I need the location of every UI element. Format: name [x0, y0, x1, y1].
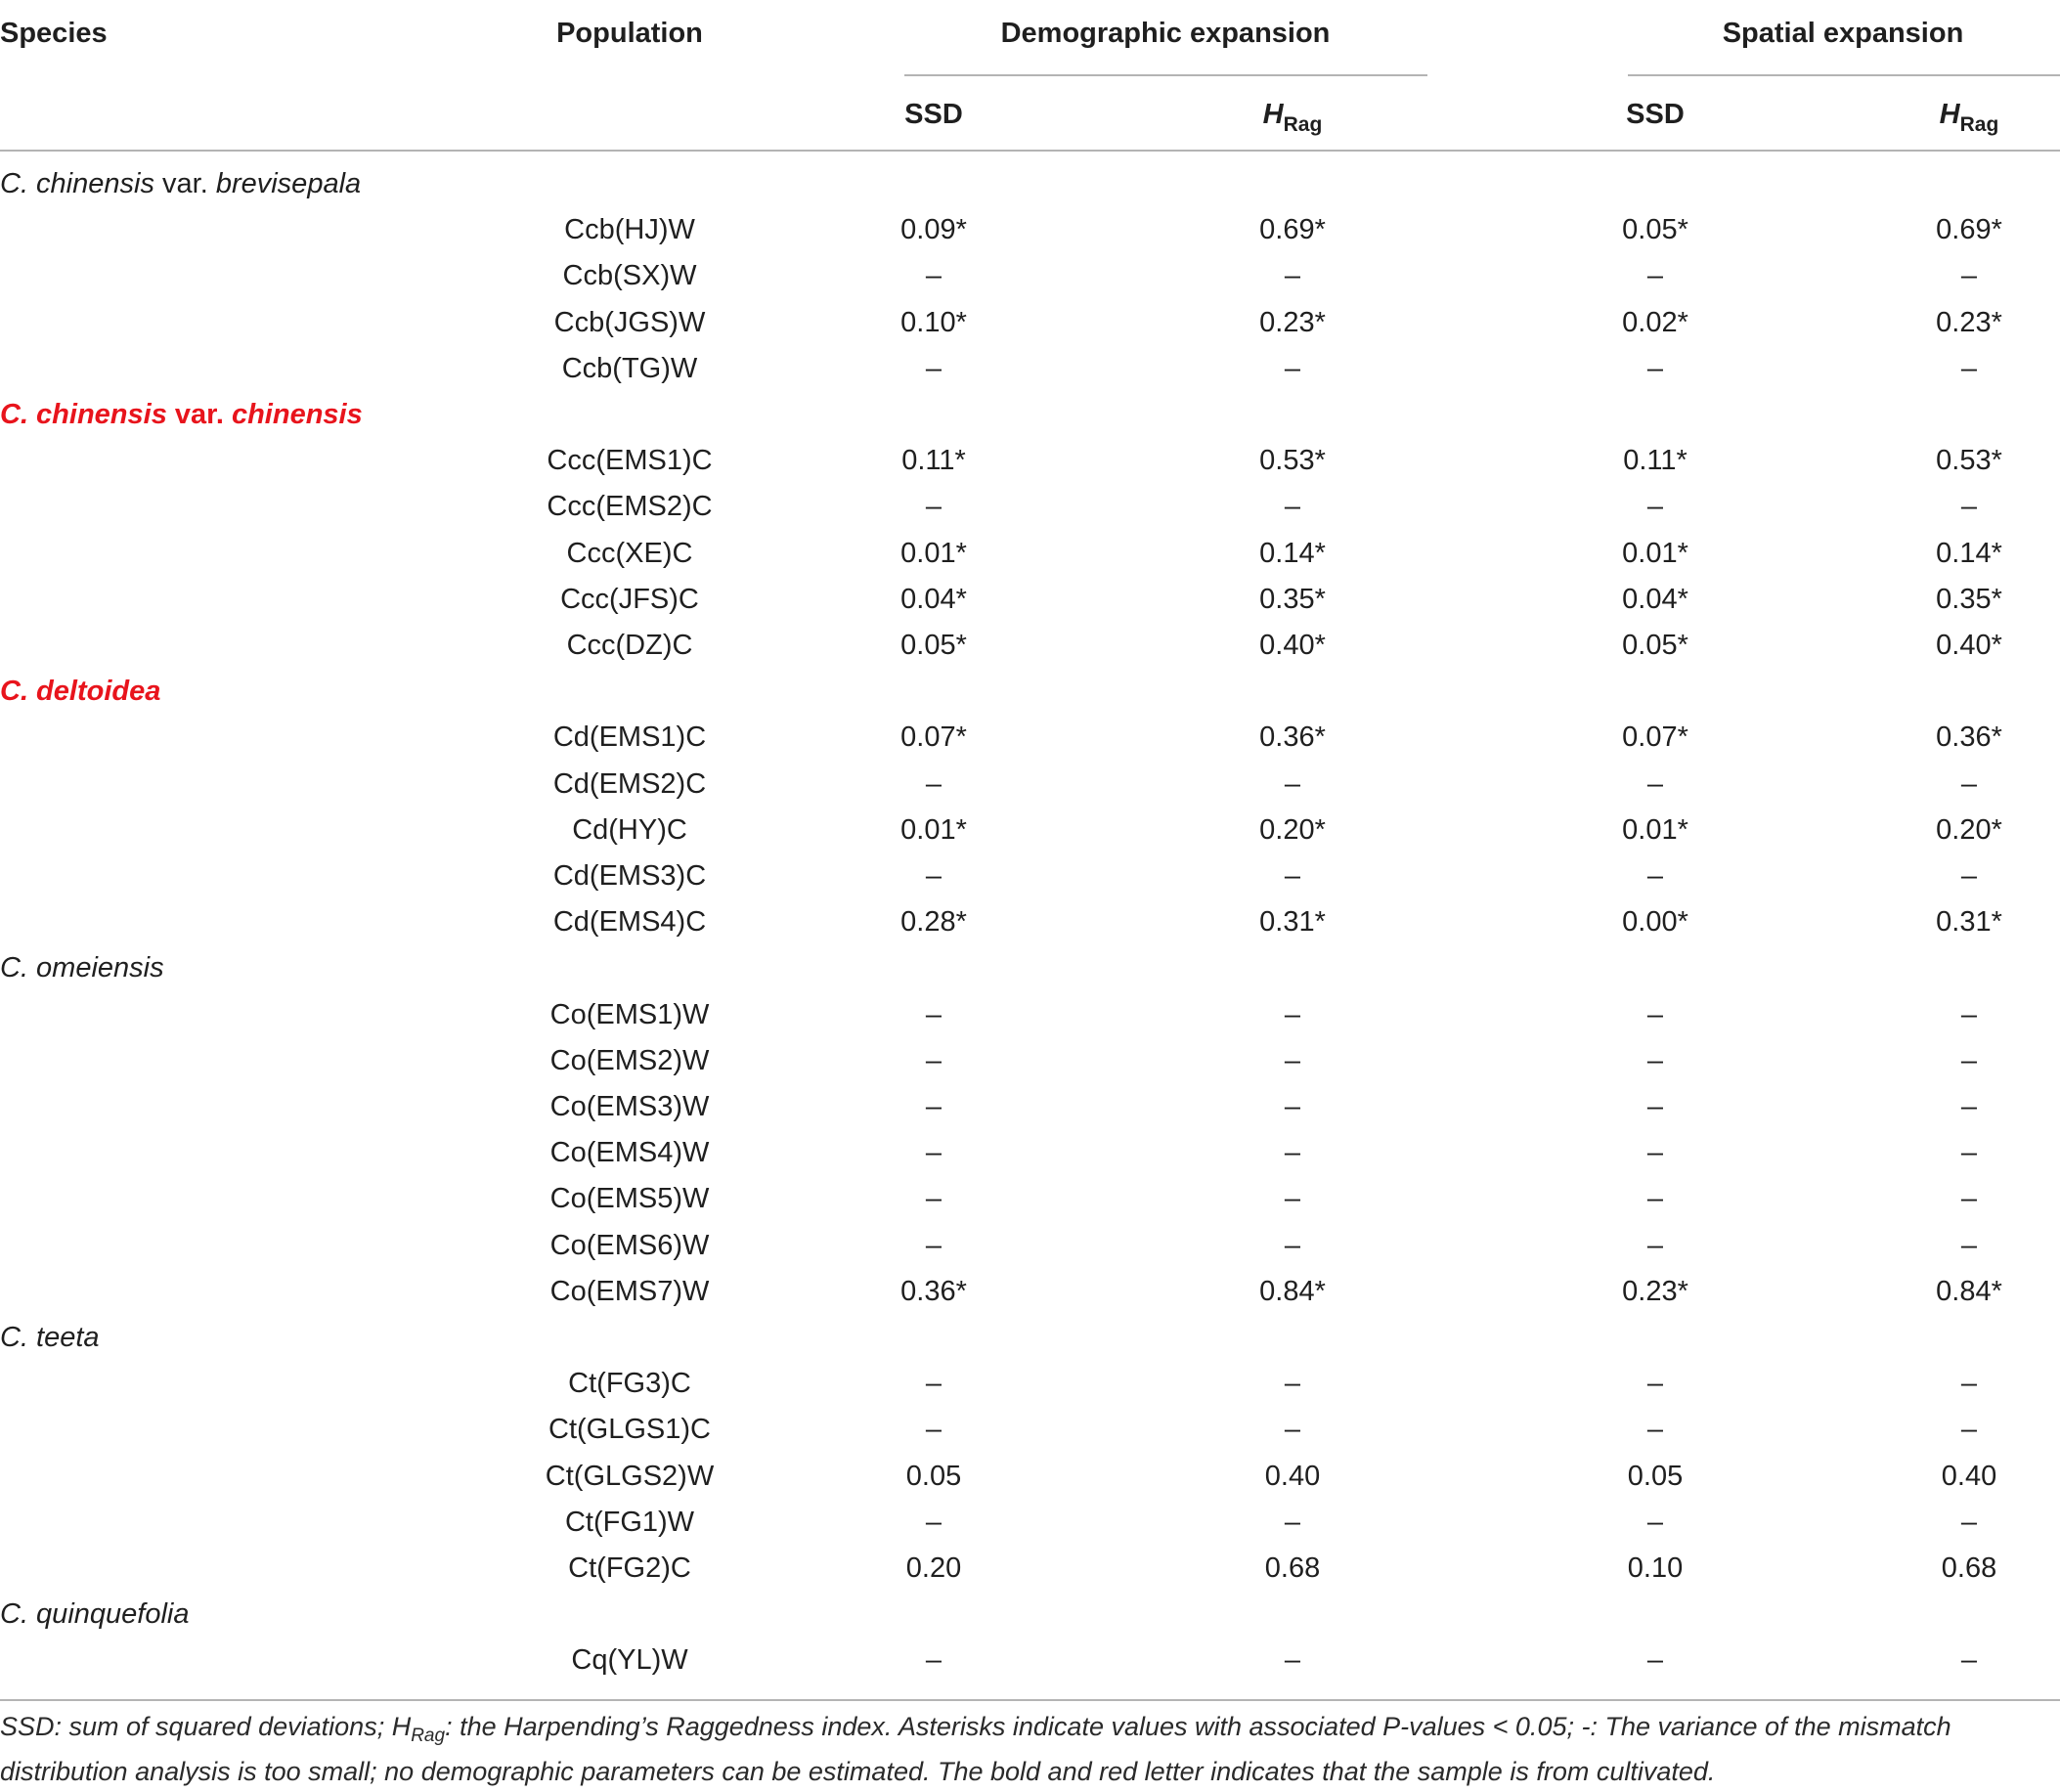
table-row — [0, 1638, 2060, 1683]
demographic-ssd-cell: – — [925, 767, 942, 800]
population-cell: Cd(HY)C — [572, 813, 687, 846]
table-row — [0, 438, 2060, 484]
spatial-hrag-cell: – — [1960, 1091, 1978, 1122]
table-row — [0, 1407, 2060, 1453]
spatial-ssd-cell: 0.02* — [1622, 306, 1688, 338]
header-spa-ssd: SSD — [1626, 99, 1685, 130]
demographic-hrag-cell: 0.84* — [1259, 1275, 1326, 1307]
demographic-ssd-cell: – — [925, 1644, 942, 1677]
table-row — [0, 623, 2060, 669]
population-cell: Ct(FG2)C — [568, 1552, 691, 1584]
demographic-ssd-cell: 0.28* — [900, 906, 967, 939]
demographic-hrag-cell: – — [1284, 352, 1301, 384]
table-row — [0, 808, 2060, 853]
spatial-ssd-cell: 0.10 — [1627, 1552, 1684, 1584]
table-row — [0, 992, 2060, 1038]
demographic-hrag-cell: 0.40 — [1264, 1460, 1321, 1492]
demographic-hrag-cell: 0.53* — [1259, 445, 1326, 477]
spatial-ssd-cell: 0.00* — [1622, 906, 1688, 939]
spatial-hrag-cell: 0.31* — [1936, 906, 2002, 939]
demographic-ssd-cell: – — [925, 1229, 942, 1261]
spatial-ssd-cell: – — [1646, 1414, 1664, 1446]
demographic-ssd-cell: 0.36* — [900, 1275, 967, 1307]
population-cell: Ccc(DZ)C — [566, 630, 693, 661]
spatial-ssd-cell: 0.01* — [1622, 813, 1688, 846]
demographic-ssd-cell: – — [925, 1044, 942, 1076]
spatial-hrag-cell: – — [1960, 1229, 1978, 1261]
table-row — [0, 1223, 2060, 1269]
spatial-hrag-cell: 0.14* — [1936, 537, 2002, 569]
species-row — [0, 1315, 2060, 1361]
population-cell: Co(EMS7)W — [549, 1275, 710, 1307]
spatial-ssd-cell: – — [1646, 491, 1664, 523]
population-cell: Ccc(EMS2)C — [547, 491, 713, 523]
demographic-hrag-cell: – — [1284, 1044, 1301, 1076]
spatial-hrag-cell: 0.84* — [1936, 1275, 2002, 1307]
population-cell: Cd(EMS2)C — [552, 767, 707, 800]
spatial-ssd-cell: 0.11* — [1623, 445, 1687, 477]
spatial-ssd-cell: 0.07* — [1622, 721, 1688, 754]
table-footnote: SSD: sum of squared deviations; $H_{Rag}$: the Harpending’s Raggedness index. Asterisks indicate values with associated P-values < 0.05; -: The variance of the mismatch distribution analysis is too small; no demographic parameters can be estimated. The bold and red letter indicates that the sample is from cultivated. — [0, 1712, 1951, 1786]
demographic-hrag-cell: – — [1284, 1183, 1301, 1215]
spatial-ssd-cell: 0.23* — [1622, 1275, 1688, 1307]
spatial-hrag-cell: – — [1960, 998, 1978, 1030]
population-cell: Cd(EMS3)C — [552, 860, 707, 892]
population-cell: Ccb(TG)W — [561, 352, 698, 384]
spatial-ssd-cell: – — [1646, 767, 1664, 800]
demographic-hrag-cell: 0.23* — [1259, 306, 1326, 338]
table-row — [0, 577, 2060, 623]
demographic-ssd-cell: – — [925, 260, 942, 292]
demographic-ssd-cell: – — [925, 998, 942, 1030]
species-label: C. deltoidea — [0, 676, 161, 708]
demographic-ssd-cell: 0.09* — [900, 214, 967, 246]
species-row — [0, 669, 2060, 715]
header-dem-ssd: SSD — [904, 99, 963, 130]
spatial-hrag-cell: 0.40 — [1941, 1460, 1997, 1492]
demographic-ssd-cell: – — [925, 1506, 942, 1538]
species-label: C. teeta — [0, 1322, 100, 1353]
table-row — [0, 253, 2060, 299]
demographic-hrag-cell: – — [1284, 1137, 1301, 1169]
demographic-hrag-cell: – — [1284, 1229, 1301, 1261]
demographic-ssd-cell: – — [925, 1368, 942, 1400]
spatial-ssd-cell: – — [1646, 1091, 1664, 1122]
population-cell: Cq(YL)W — [571, 1644, 688, 1677]
spatial-hrag-cell: 0.20* — [1936, 813, 2002, 846]
table-row — [0, 1546, 2060, 1592]
demographic-hrag-cell: – — [1284, 260, 1301, 292]
table-row — [0, 1176, 2060, 1222]
demographic-ssd-cell: – — [925, 1183, 942, 1215]
population-cell: Ct(FG1)W — [564, 1506, 695, 1538]
population-cell: Co(EMS5)W — [549, 1183, 710, 1215]
table-row — [0, 899, 2060, 945]
spatial-ssd-cell: 0.04* — [1622, 583, 1688, 615]
species-row — [0, 945, 2060, 991]
spatial-ssd-cell: 0.05* — [1622, 630, 1688, 661]
spatial-hrag-cell: – — [1960, 352, 1978, 384]
spatial-hrag-cell: – — [1960, 1644, 1978, 1677]
spatial-hrag-cell: 0.69* — [1936, 214, 2002, 246]
demographic-ssd-cell: 0.20 — [905, 1552, 962, 1584]
population-cell: Ccc(EMS1)C — [547, 445, 713, 477]
population-cell: Ccc(JFS)C — [560, 583, 699, 615]
spatial-ssd-cell: – — [1646, 1506, 1664, 1538]
spatial-hrag-cell: – — [1960, 1044, 1978, 1076]
population-cell: Cd(EMS1)C — [552, 721, 707, 754]
header-spatial-expansion: Spatial expansion — [1722, 18, 1964, 49]
demographic-ssd-cell: 0.01* — [900, 813, 967, 846]
demographic-ssd-cell: – — [925, 1091, 942, 1122]
header-population: Population — [556, 18, 703, 49]
table-row — [0, 715, 2060, 761]
demographic-ssd-cell: – — [925, 352, 942, 384]
table-row — [0, 1269, 2060, 1315]
table-row — [0, 1454, 2060, 1500]
demographic-hrag-cell: 0.40* — [1259, 630, 1326, 661]
demographic-hrag-cell: – — [1284, 1414, 1301, 1446]
demographic-ssd-cell: 0.10* — [900, 306, 967, 338]
demographic-hrag-cell: 0.36* — [1259, 721, 1326, 754]
demographic-ssd-cell: 0.05 — [905, 1460, 962, 1492]
spatial-ssd-cell: – — [1646, 998, 1664, 1030]
species-row — [0, 161, 2060, 207]
population-cell: Co(EMS3)W — [549, 1091, 710, 1122]
population-cell: Ct(GLGS2)W — [545, 1460, 715, 1492]
table-bottom-rule — [0, 1699, 2060, 1701]
demographic-ssd-cell: 0.05* — [900, 630, 967, 661]
spatial-hrag-cell: 0.35* — [1936, 583, 2002, 615]
demographic-hrag-cell: 0.69* — [1259, 214, 1326, 246]
spatial-underline — [1628, 74, 2060, 76]
spatial-hrag-cell: – — [1960, 1506, 1978, 1538]
header-bottom-rule — [0, 150, 2060, 152]
population-cell: Ccb(JGS)W — [553, 306, 706, 338]
species-label: C. chinensis var. brevisepala — [0, 168, 362, 199]
table-row — [0, 1130, 2060, 1176]
spatial-ssd-cell: 0.05* — [1622, 214, 1688, 246]
species-row — [0, 1592, 2060, 1638]
demographic-hrag-cell: – — [1284, 1644, 1301, 1677]
table-row — [0, 853, 2060, 899]
table-row — [0, 762, 2060, 808]
demographic-ssd-cell: 0.04* — [900, 583, 967, 615]
population-cell: Ccb(SX)W — [562, 260, 697, 292]
spatial-ssd-cell: – — [1646, 352, 1664, 384]
demographic-ssd-cell: – — [925, 491, 942, 523]
demographic-ssd-cell: 0.11* — [901, 445, 966, 477]
spatial-hrag-cell: 0.68 — [1941, 1552, 1997, 1584]
spatial-ssd-cell: 0.01* — [1622, 537, 1688, 569]
demographic-hrag-cell: – — [1284, 491, 1301, 523]
population-cell: Ct(FG3)C — [568, 1368, 691, 1400]
demographic-hrag-cell: 0.14* — [1259, 537, 1326, 569]
table-row — [0, 346, 2060, 392]
population-cell: Co(EMS4)W — [549, 1137, 710, 1169]
demographic-hrag-cell: 0.35* — [1259, 583, 1326, 615]
population-cell: Ccc(XE)C — [566, 537, 693, 569]
table-row — [0, 1038, 2060, 1084]
species-row — [0, 392, 2060, 438]
header-dem-hrag: $H_{Rag}$ — [1262, 99, 1323, 136]
spatial-hrag-cell: – — [1960, 860, 1978, 892]
spatial-ssd-cell: 0.05 — [1627, 1460, 1684, 1492]
spatial-hrag-cell: – — [1960, 1414, 1978, 1446]
population-cell: Co(EMS2)W — [549, 1044, 710, 1076]
spatial-hrag-cell: – — [1960, 767, 1978, 800]
spatial-hrag-cell: – — [1960, 491, 1978, 523]
table-row — [0, 1361, 2060, 1407]
table-row — [0, 1500, 2060, 1546]
table-row — [0, 207, 2060, 253]
spatial-hrag-cell: – — [1960, 260, 1978, 292]
spatial-hrag-cell: – — [1960, 1183, 1978, 1215]
demographic-hrag-cell: – — [1284, 1506, 1301, 1538]
spatial-ssd-cell: – — [1646, 1229, 1664, 1261]
demographic-hrag-cell: 0.31* — [1259, 906, 1326, 939]
demographic-ssd-cell: – — [925, 1137, 942, 1169]
header-spa-hrag: $H_{Rag}$ — [1939, 99, 1999, 136]
spatial-hrag-cell: 0.23* — [1936, 306, 2002, 338]
population-cell: Ct(GLGS1)C — [548, 1414, 711, 1446]
demographic-hrag-cell: – — [1284, 767, 1301, 800]
demographic-ssd-cell: 0.07* — [900, 721, 967, 754]
spatial-hrag-cell: – — [1960, 1137, 1978, 1169]
demographic-hrag-cell: – — [1284, 1368, 1301, 1400]
demographic-hrag-cell: – — [1284, 1091, 1301, 1122]
spatial-ssd-cell: – — [1646, 1368, 1664, 1400]
table-row — [0, 531, 2060, 577]
spatial-hrag-cell: 0.36* — [1936, 721, 2002, 754]
population-cell: Co(EMS6)W — [549, 1229, 710, 1261]
spatial-ssd-cell: – — [1646, 860, 1664, 892]
species-label: C. quinquefolia — [0, 1598, 190, 1631]
table-row — [0, 1084, 2060, 1130]
header-species: Species — [0, 18, 108, 49]
species-label: C. omeiensis — [0, 952, 164, 984]
population-cell: Co(EMS1)W — [549, 998, 710, 1030]
table-row — [0, 300, 2060, 346]
spatial-hrag-cell: – — [1960, 1368, 1978, 1400]
spatial-hrag-cell: 0.40* — [1936, 630, 2002, 661]
species-label: C. chinensis var. chinensis — [0, 399, 363, 430]
demographic-ssd-cell: 0.01* — [900, 537, 967, 569]
demographic-ssd-cell: – — [925, 1414, 942, 1446]
spatial-ssd-cell: – — [1646, 1183, 1664, 1215]
spatial-ssd-cell: – — [1646, 1044, 1664, 1076]
demographic-underline — [904, 74, 1427, 76]
demographic-hrag-cell: – — [1284, 998, 1301, 1030]
demographic-hrag-cell: 0.20* — [1259, 813, 1326, 846]
demographic-hrag-cell: – — [1284, 860, 1301, 892]
demographic-hrag-cell: 0.68 — [1264, 1552, 1321, 1584]
table-row — [0, 484, 2060, 530]
population-cell: Ccb(HJ)W — [564, 214, 695, 246]
spatial-ssd-cell: – — [1646, 1137, 1664, 1169]
spatial-hrag-cell: 0.53* — [1936, 445, 2002, 477]
demographic-ssd-cell: – — [925, 860, 942, 892]
spatial-ssd-cell: – — [1646, 260, 1664, 292]
header-demographic-expansion: Demographic expansion — [1000, 18, 1331, 49]
spatial-ssd-cell: – — [1646, 1644, 1664, 1677]
population-cell: Cd(EMS4)C — [552, 906, 707, 939]
